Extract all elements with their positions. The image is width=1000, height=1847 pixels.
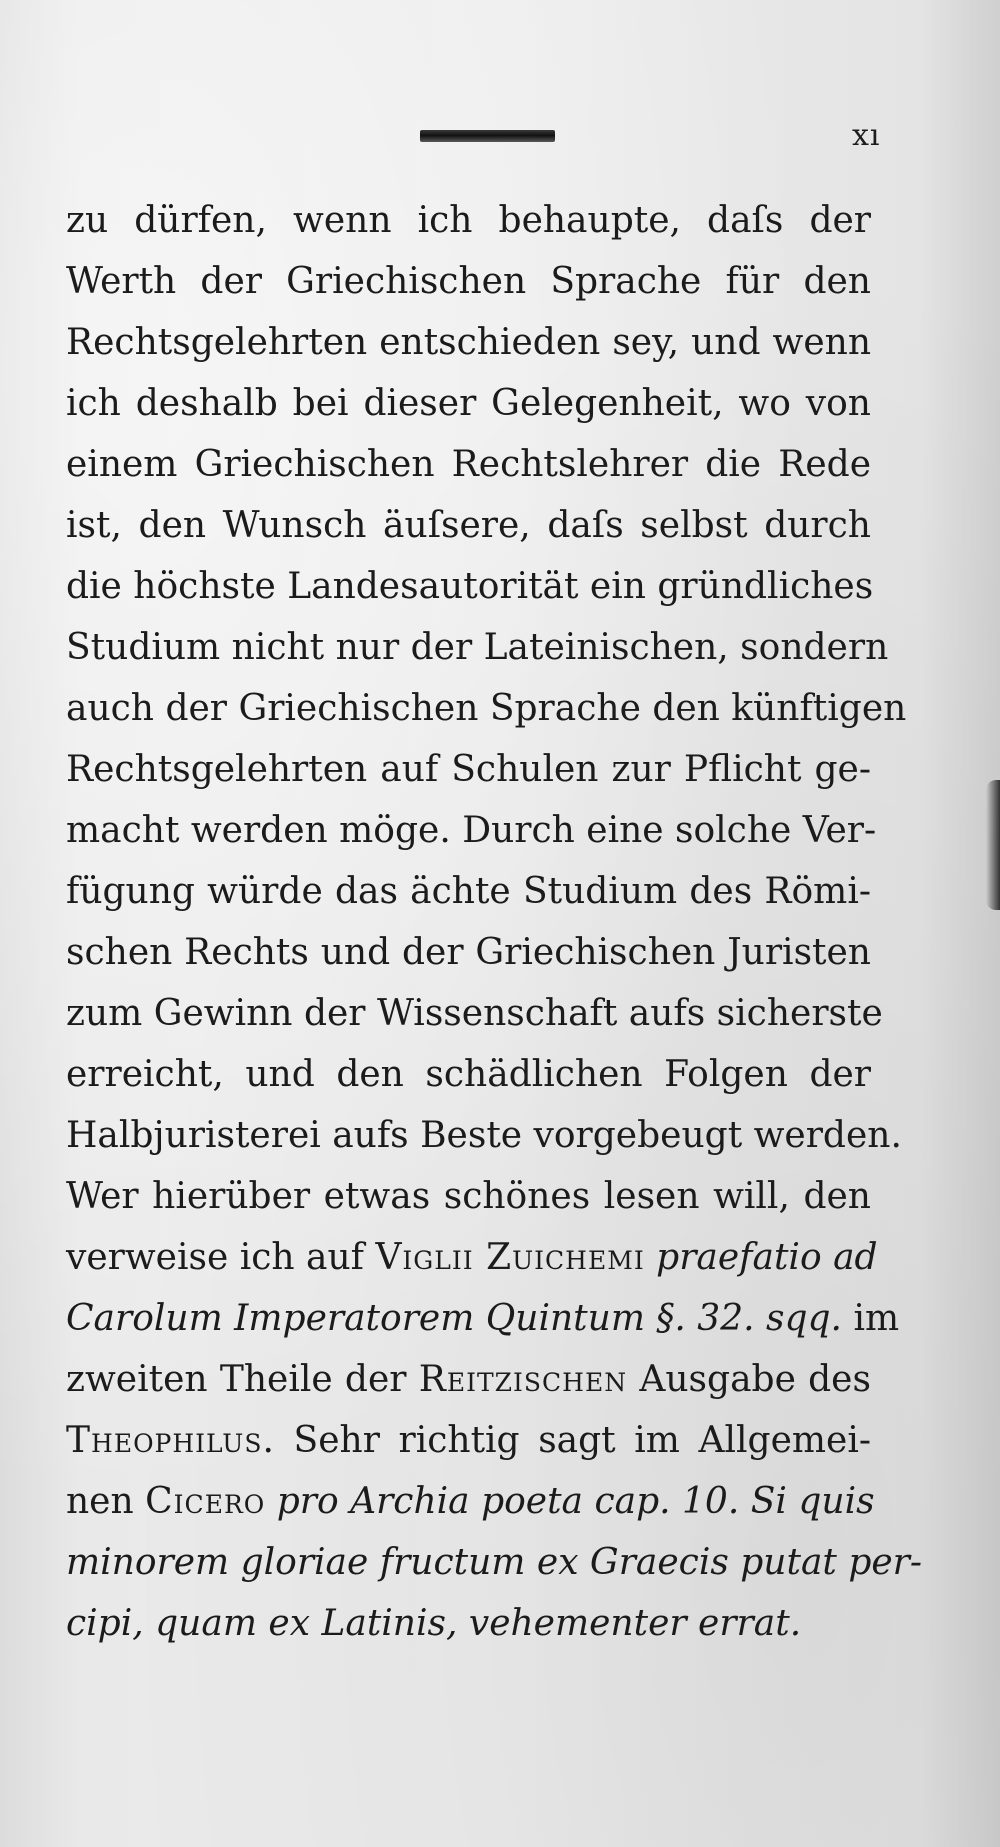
citation-title: Carolum Imperatorem Quintum §. 32. sqq.	[66, 1298, 843, 1339]
header-rule	[420, 130, 555, 142]
edition-name: Reitzischen	[418, 1359, 628, 1400]
text-line	[66, 1471, 875, 1532]
text-line	[66, 1410, 871, 1471]
text-line: ist, den Wunsch äuſsere, daſs selbst durch	[66, 505, 871, 546]
latin-quotation: cipi, quam ex Latinis, vehementer errat.	[66, 1603, 802, 1644]
text-line: zum Gewinn der Wissenschaft aufs sicherste	[66, 993, 883, 1034]
author-name: Cicero	[145, 1481, 266, 1522]
text-line: Rechtsgelehrten auf Schulen zur Pflicht ge-	[66, 749, 871, 790]
text-line: Werth der Griechischen Sprache für den	[66, 261, 871, 302]
text-line: Halbjuristerei aufs Beste vorgebeugt werden.	[66, 1115, 902, 1156]
latin-quotation: minorem gloriae fructum ex Graecis putat per-	[66, 1542, 923, 1583]
text-line: Rechtsgelehrten entschieden sey, und wenn	[66, 322, 871, 363]
text-run: nen	[66, 1481, 134, 1522]
page-edge-shadow	[986, 780, 1000, 910]
text-line: Studium nicht nur der Lateinischen, sondern	[66, 627, 889, 668]
text-line: schen Rechts und der Griechischen Juristen	[66, 932, 871, 973]
text-line	[66, 1227, 878, 1288]
text-line: macht werden möge. Durch eine solche Ver-	[66, 810, 877, 851]
text-line	[66, 1349, 871, 1410]
text-run: zweiten Theile der	[66, 1359, 407, 1400]
text-line: einem Griechischen Rechtslehrer die Rede	[66, 444, 871, 485]
author-name: Theophilus.	[66, 1420, 275, 1461]
text-line: Wer hierüber etwas schönes lesen will, den	[66, 1176, 871, 1217]
body-text	[66, 190, 923, 1654]
author-name: Viglii Zuichemi	[375, 1237, 645, 1278]
text-line: zu dürfen, wenn ich behaupte, daſs der	[66, 200, 871, 241]
text-run: Sehr richtig sagt im Allgemei-	[293, 1420, 871, 1461]
text-run: verweise ich auf	[66, 1237, 364, 1278]
text-run: im	[853, 1298, 900, 1339]
text-line: die höchste Landesautorität ein gründliches	[66, 566, 874, 607]
text-run: Ausgabe des	[639, 1359, 871, 1400]
text-line: auch der Griechischen Sprache den künftigen	[66, 688, 907, 729]
latin-quotation: pro Archia poeta cap. 10. Si quis	[276, 1481, 875, 1522]
text-line: fügung würde das ächte Studium des Römi-	[66, 871, 871, 912]
text-line: ich deshalb bei dieser Gelegenheit, wo von	[66, 383, 871, 424]
text-line	[66, 1288, 900, 1349]
citation-title: praefatio ad	[656, 1237, 878, 1278]
text-line: erreicht, und den schädlichen Folgen der	[66, 1054, 871, 1095]
page-number: xı	[852, 118, 881, 153]
